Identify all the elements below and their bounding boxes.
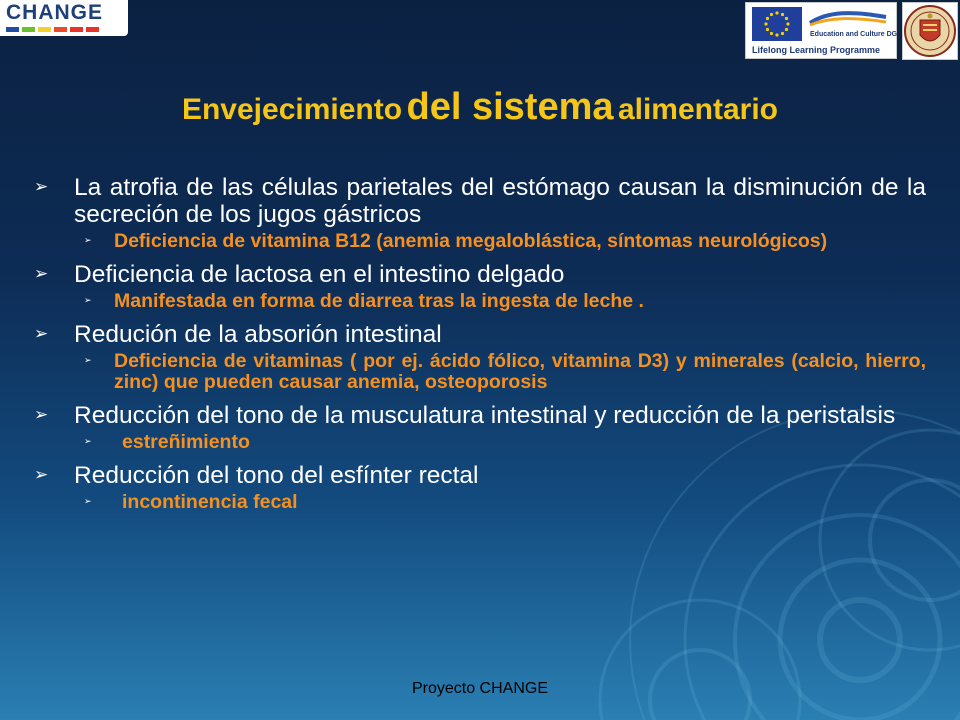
bullet-list	[34, 174, 926, 513]
arrow-bullet-icon: ➢	[34, 264, 49, 284]
arrow-bullet-icon: ➢	[34, 405, 49, 425]
sub-bullet-item	[34, 351, 926, 393]
slide-footer: Proyecto CHANGE	[411, 680, 549, 697]
eu-education-label: Education and Culture DG	[810, 31, 898, 38]
title-part-1: Envejecimiento	[181, 93, 403, 126]
change-logo-color-bars	[6, 27, 122, 32]
sub-bullet-item	[34, 291, 926, 312]
bullet-text: Reducción del tono del esfínter rectal	[74, 462, 479, 489]
arrow-bullet-icon: ➢	[34, 177, 49, 197]
bullet-item	[34, 321, 926, 348]
sub-bullet-text: Deficiencia de vitamina B12 (anemia megaloblástica, síntomas neurológicos)	[114, 230, 828, 252]
change-logo-bar	[38, 27, 51, 32]
sub-bullet-item	[34, 432, 926, 453]
university-seal-logo	[902, 2, 958, 60]
change-logo-bar	[70, 27, 83, 32]
programme-ribbon-icon	[808, 9, 888, 29]
title-part-3: alimentario	[617, 93, 779, 126]
change-logo	[0, 0, 128, 36]
arrow-sub-bullet-icon: ➢	[84, 356, 92, 366]
arrow-sub-bullet-icon: ➢	[84, 236, 92, 246]
bullet-item	[34, 462, 926, 489]
eu-flag-icon	[752, 7, 802, 41]
eu-lifelong-learning-logo	[745, 2, 897, 59]
bullet-text: Redución de la absorión intestinal	[74, 321, 442, 348]
bullet-text: La atrofia de las células parietales del estómago causan la disminución de la secreción de los jugos gástricos	[74, 174, 926, 228]
change-logo-text: CHANGE	[6, 1, 104, 24]
sub-bullet-item	[34, 492, 926, 513]
slide-title	[0, 82, 960, 140]
bullet-item	[34, 402, 926, 429]
eu-programme-label: Lifelong Learning Programme	[752, 45, 881, 55]
arrow-sub-bullet-icon: ➢	[84, 296, 92, 306]
bullet-text: Reducción del tono de la musculatura intestinal y reducción de la peristalsis	[74, 402, 896, 429]
arrow-bullet-icon: ➢	[34, 465, 49, 485]
change-logo-bar	[54, 27, 67, 32]
arrow-bullet-icon: ➢	[34, 324, 49, 344]
arrow-sub-bullet-icon: ➢	[84, 497, 92, 507]
sub-bullet-text: incontinencia fecal	[122, 491, 298, 513]
change-logo-bar	[22, 27, 35, 32]
change-logo-bar	[86, 27, 99, 32]
seal-icon	[903, 3, 957, 59]
sub-bullet-text: Deficiencia de vitaminas ( por ej. ácido fólico, vitamina D3) y minerales (calcio, hierro, zinc) que pueden causar anemia, osteoporosis	[114, 350, 926, 393]
sub-bullet-text: estreñimiento	[122, 431, 250, 453]
bullet-item	[34, 174, 926, 228]
sub-bullet-text: Manifestada en forma de diarrea tras la ingesta de leche .	[114, 290, 644, 312]
title-part-2: del sistema	[406, 86, 614, 128]
change-logo-bar	[6, 27, 19, 32]
sub-bullet-item	[34, 231, 926, 252]
bullet-item	[34, 261, 926, 288]
arrow-sub-bullet-icon: ➢	[84, 437, 92, 447]
bullet-text: Deficiencia de lactosa en el intestino delgado	[74, 261, 565, 288]
